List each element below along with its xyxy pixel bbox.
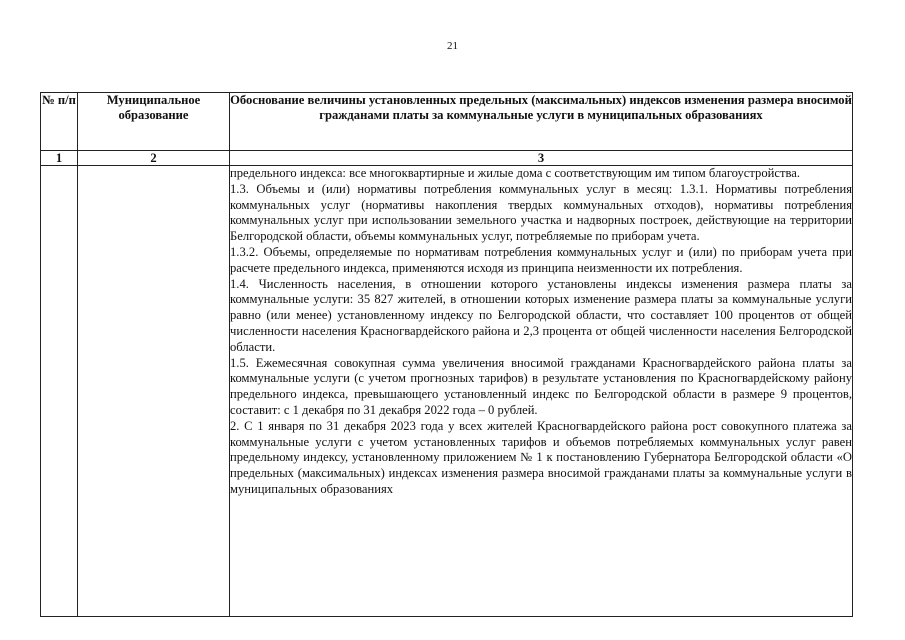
paragraph: 1.3.2. Объемы, определяемые по нормативам потребления коммунальных услуг и (или) по приборам учета при расчете предельного индекса, применяются исходя из принципа неизменности их потребления. [230,244,852,275]
column-number-3: 3 [230,151,853,166]
body-cell-number [41,166,78,617]
column-number-1: 1 [41,151,78,166]
table-header-row [41,93,853,151]
body-cell-justification [230,166,853,617]
header-municipality: Муниципальное образование [78,93,230,151]
paragraph: 2. С 1 января по 31 декабря 2023 года у всех жителей Красногвардейского района рост совокупного платежа за коммунальные услуги с учетом установленных тарифов и объемов потребляемых коммунальных услуг равен предельному индексу, установленному приложением № 1 к постановлению Губернатора Белгородской области «О предельных (максимальных) индексах изменения размера вносимой гражданами платы за коммунальные услуги в муниципальных образованиях [230,418,852,496]
column-number-row [41,151,853,166]
header-number: № п/п [41,93,78,151]
body-cell-municipality [78,166,230,617]
paragraph: 1.5. Ежемесячная совокупная сумма увеличения вносимой гражданами Красногвардейского района платы за коммунальные услуги (с учетом прогнозных тарифов) в результате установления по Красногвардейскому району предельного индекса, превышающего установленный индекс по Белгородской области в размере 9 процентов, составит: с 1 декабря по 31 декабря 2022 года – 0 рублей. [230,355,852,417]
column-number-2: 2 [78,151,230,166]
header-justification: Обоснование величины установленных предельных (максимальных) индексов изменения размера вносимой гражданами платы за коммунальные услуги в муниципальных образованиях [230,93,853,151]
table-body-row [41,166,853,617]
paragraph: 1.3. Объемы и (или) нормативы потребления коммунальных услуг в месяц: 1.3.1. Нормативы потребления коммунальных услуг (нормативы накопления твердых коммунальных отходов), нормативы потребления коммунальных услуг при использовании земельного участка и надворных построек, действующие на территории Белгородской области, объемы коммунальных услуг, потребляемые по приборам учета. [230,181,852,244]
page-number: 21 [447,40,458,52]
paragraph: 1.4. Численность населения, в отношении которого установлены индексы изменения размера платы за коммунальные услуги: 35 827 жителей, в отношении которых изменение размера платы за коммунальные услуги равно (или менее) установленному индексу по Белгородской области, что составляет 100 процентов от общей численности населения Красногвардейского района и 2,3 процента от общей численности населения Белгородской области. [230,276,852,354]
paragraph: предельного индекса: все многоквартирные и жилые дома с соответствующим им типом благоустройства. [230,166,800,180]
justification-table [40,92,853,617]
